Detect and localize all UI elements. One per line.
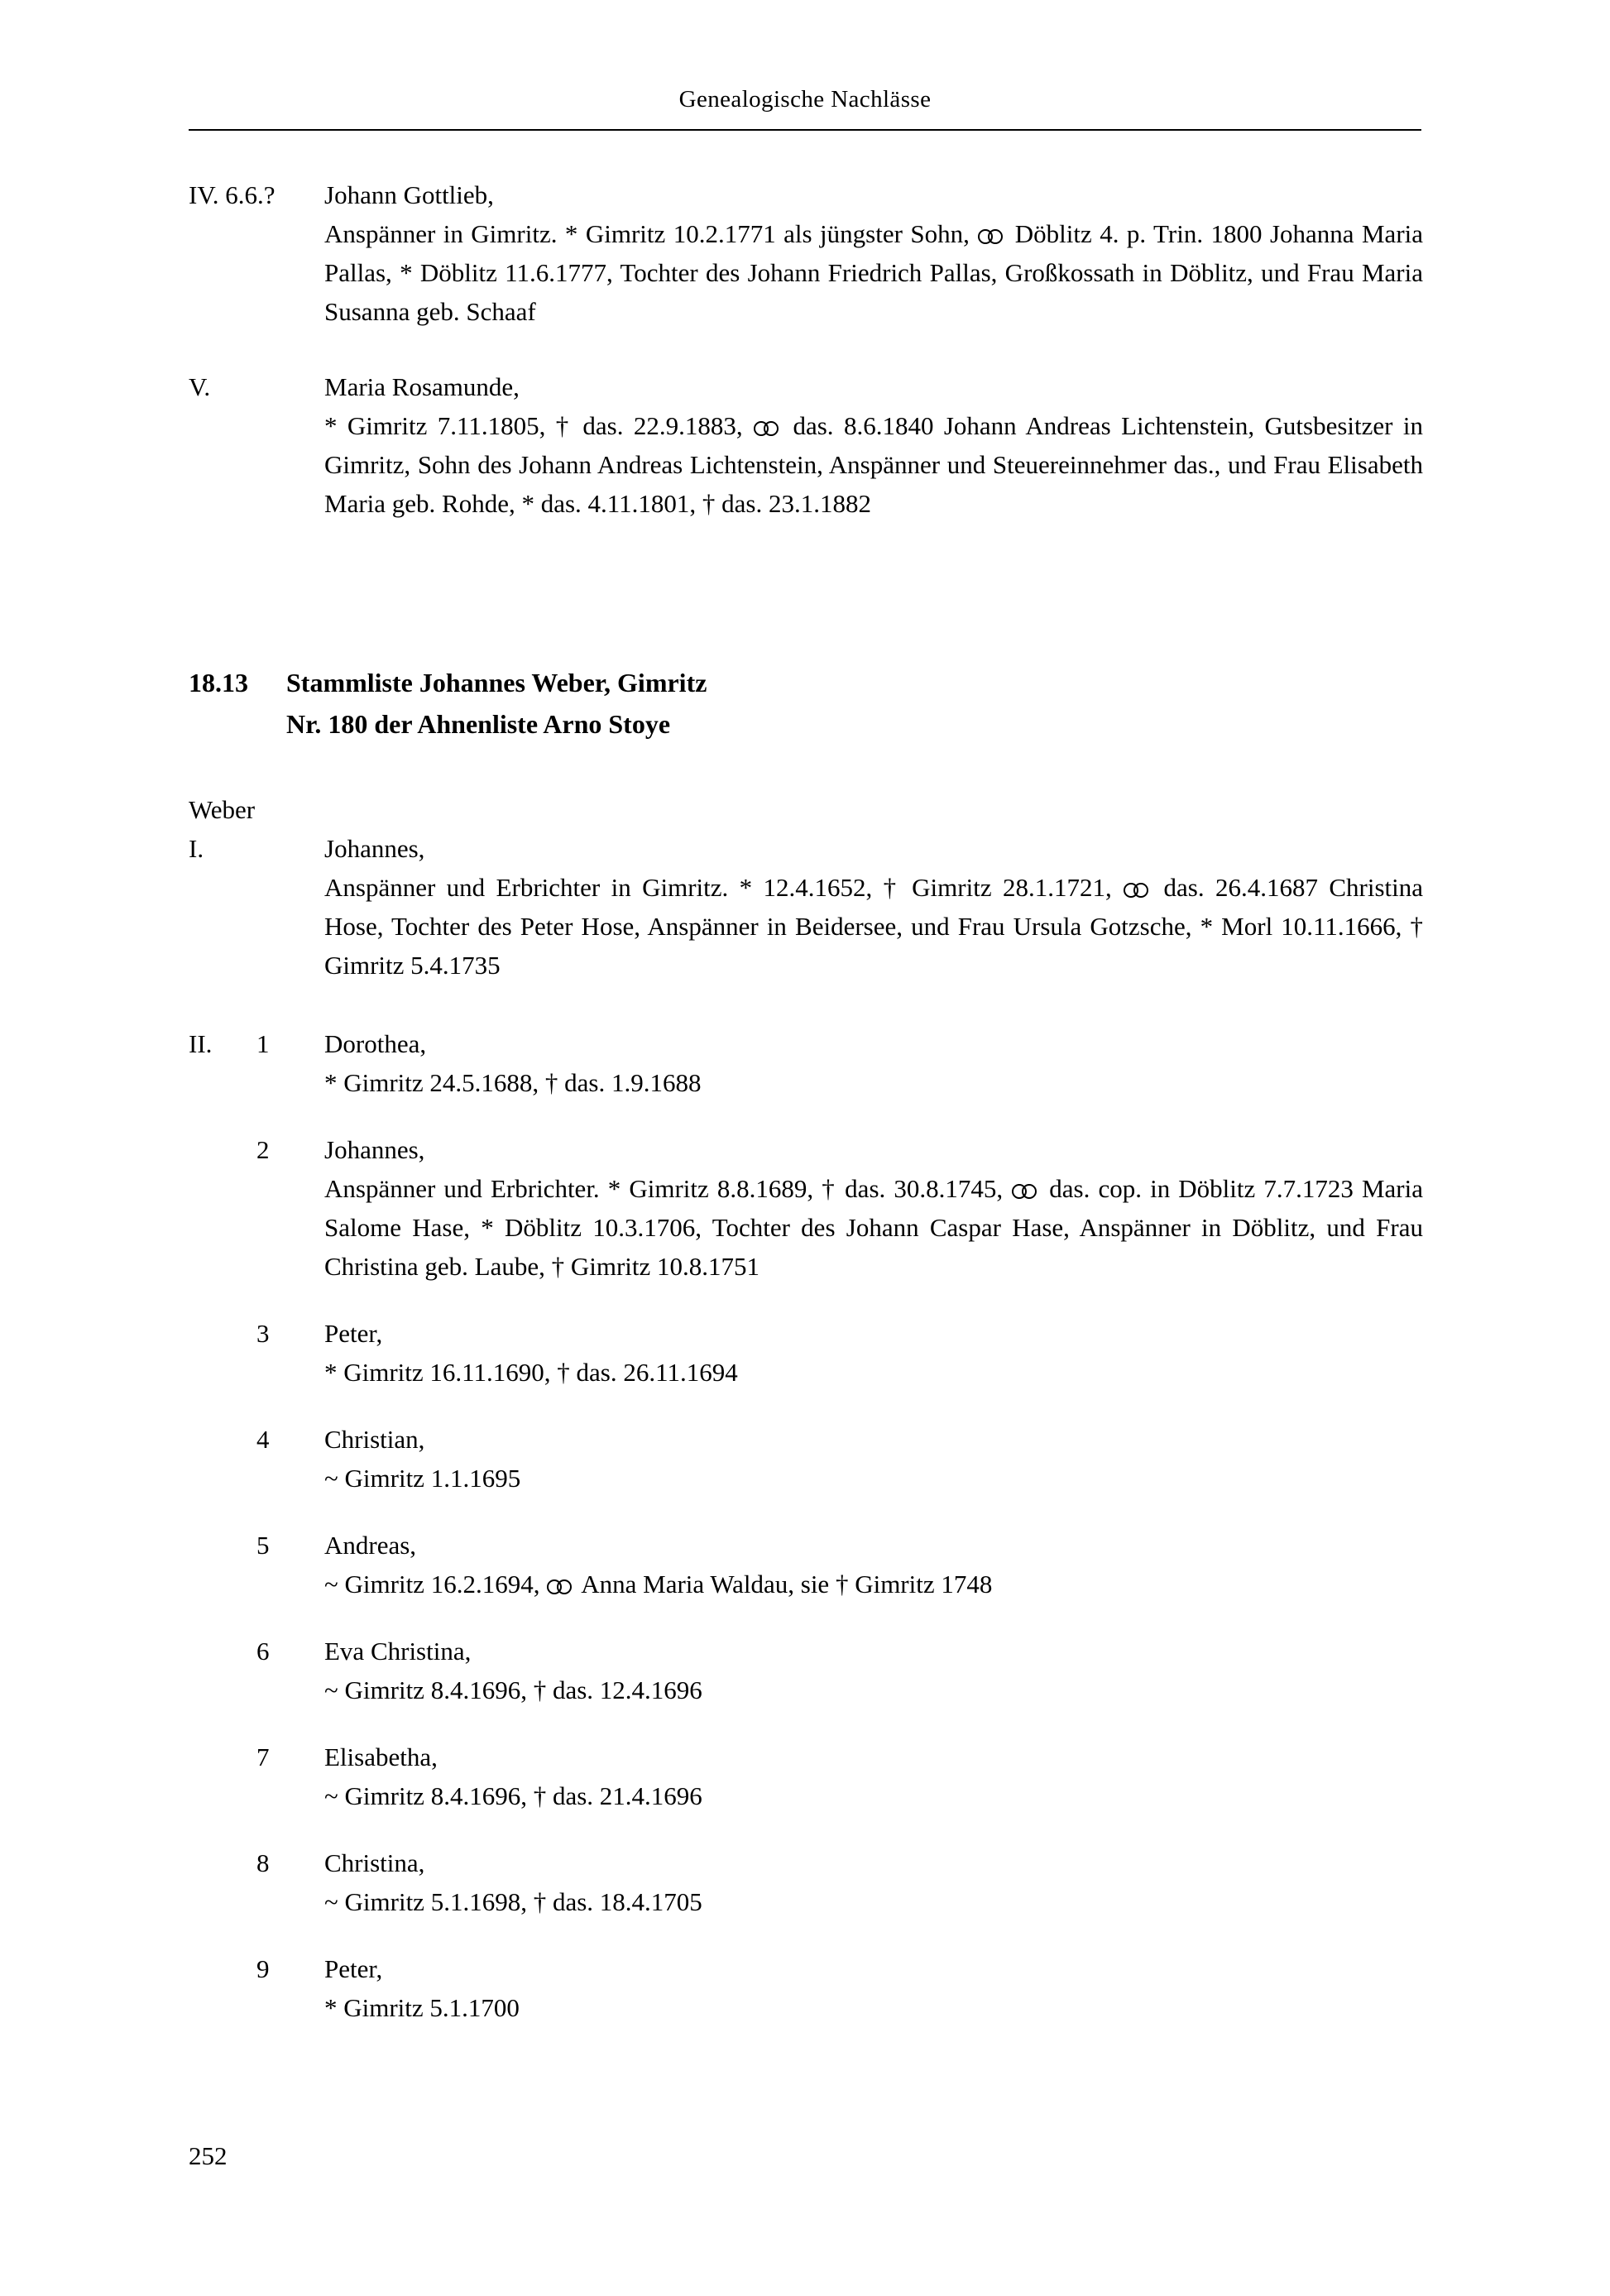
person-detail — [324, 214, 1423, 331]
person-detail — [324, 1565, 1423, 1603]
generation-label: V. — [189, 372, 211, 401]
child-number: 2 — [256, 1135, 270, 1164]
entry-text — [324, 367, 1423, 523]
detail-part-2: das. 8.6.1840 Johann Andreas Lichtenstein, Gutsbesitzer in Gimritz, Sohn des Johann Andreas Lichtenstein, Anspänner und Steuereinnehmer das., und Frau Elisabeth Maria geb. Rohde, * das. 4.11.1801, † das. 23.1.1882 — [324, 411, 1423, 518]
person-detail: ~ Gimritz 8.4.1696, † das. 12.4.1696 — [324, 1675, 702, 1704]
generation-II-block — [189, 1024, 1423, 2027]
detail-part-2: das. cop. in Döblitz 7.7.1723 Maria Salome Hase, * Döblitz 10.3.1706, Tochter des Johann Caspar Hase, Anspänner in Döblitz, und Frau Christina geb. Laube, † Gimritz 10.8.1751 — [324, 1174, 1423, 1281]
genealogy-entry — [189, 1949, 1423, 2027]
entry-text — [324, 1314, 1423, 1392]
person-name: Christina, — [324, 1848, 425, 1877]
person-name: Maria Rosamunde, — [324, 372, 520, 401]
genealogy-entry — [189, 1420, 1423, 1498]
section-heading — [189, 662, 1423, 745]
generation-label: I. — [189, 834, 204, 863]
detail-part-1: * Gimritz 7.11.1805, † das. 22.9.1883, — [324, 411, 754, 440]
detail-part-1: ~ Gimritz 16.2.1694, — [324, 1570, 547, 1599]
header-rule — [189, 129, 1421, 131]
genealogy-entry — [189, 1024, 1423, 1102]
genealogy-entry — [189, 367, 1423, 523]
person-name: Johannes, — [324, 1135, 425, 1164]
person-detail: * Gimritz 24.5.1688, † das. 1.9.1688 — [324, 1068, 702, 1097]
surname-label: Weber — [189, 795, 256, 824]
child-number: 3 — [256, 1319, 270, 1348]
person-detail: * Gimritz 5.1.1700 — [324, 1993, 520, 2022]
detail-part-1: Anspänner und Erbrichter in Gimritz. * 12.4.1652, † Gimritz 28.1.1721, — [324, 873, 1124, 902]
detail-part-2: Döblitz 4. p. Trin. 1800 Johanna Maria Pallas, * Döblitz 11.6.1777, Tochter des Johann Friedrich Pallas, Großkossath in Döblitz, und Frau Maria Susanna geb. Schaaf — [324, 219, 1424, 326]
person-detail — [324, 406, 1423, 523]
child-number: 1 — [256, 1029, 270, 1058]
entry-text — [324, 1024, 1423, 1102]
person-detail: ~ Gimritz 1.1.1695 — [324, 1464, 521, 1493]
genealogy-entry — [189, 829, 1423, 985]
generation-I-block — [189, 829, 1423, 985]
entry-text — [324, 1130, 1423, 1286]
child-number: 8 — [256, 1848, 270, 1877]
generation-label: II. — [189, 1029, 213, 1058]
entry-text — [324, 829, 1423, 985]
section-number: 18.13 — [189, 668, 248, 697]
person-detail — [324, 868, 1423, 985]
person-name: Andreas, — [324, 1531, 417, 1560]
child-number: 9 — [256, 1954, 270, 1983]
person-name: Johannes, — [324, 834, 425, 863]
person-name: Eva Christina, — [324, 1637, 472, 1666]
person-name: Elisabetha, — [324, 1742, 438, 1771]
child-number: 6 — [256, 1637, 270, 1666]
person-detail: ~ Gimritz 5.1.1698, † das. 18.4.1705 — [324, 1887, 702, 1916]
person-name: Peter, — [324, 1954, 383, 1983]
person-name: Dorothea, — [324, 1029, 427, 1058]
entry-text — [324, 1526, 1423, 1603]
person-name: Johann Gottlieb, — [324, 180, 494, 209]
marriage-icon — [1012, 1182, 1040, 1198]
detail-part-1: Anspänner und Erbrichter. * Gimritz 8.8.1689, † das. 30.8.1745, — [324, 1174, 1012, 1203]
entry-text — [324, 1420, 1423, 1498]
genealogy-entry — [189, 175, 1423, 331]
marriage-icon — [978, 227, 1006, 243]
person-name: Christian, — [324, 1425, 425, 1454]
person-name: Peter, — [324, 1319, 383, 1348]
person-detail: ~ Gimritz 8.4.1696, † das. 21.4.1696 — [324, 1781, 702, 1810]
child-number: 5 — [256, 1531, 270, 1560]
person-detail: * Gimritz 16.11.1690, † das. 26.11.1694 — [324, 1358, 738, 1387]
marriage-icon — [754, 419, 782, 435]
detail-part-2: das. 26.4.1687 Christina Hose, Tochter des Peter Hose, Anspänner in Beidersee, und Frau Ursula Gotzsche, * Morl 10.11.1666, † Gimritz 5.4.1735 — [324, 873, 1423, 980]
genealogy-entry — [189, 1526, 1423, 1603]
section-title-line2: Nr. 180 der Ahnenliste Arno Stoye — [286, 709, 671, 739]
section-title-line1: Stammliste Johannes Weber, Gimritz — [286, 668, 707, 697]
page-number: 252 — [189, 2141, 228, 2170]
entry-text — [324, 1949, 1423, 2027]
genealogy-entry — [189, 1130, 1423, 1286]
marriage-icon — [547, 1577, 575, 1594]
detail-part-1: Anspänner in Gimritz. * Gimritz 10.2.1771 als jüngster Sohn, — [324, 219, 978, 248]
running-header: Genealogische Nachlässe — [678, 86, 932, 113]
child-number: 7 — [256, 1742, 270, 1771]
genealogy-entry — [189, 1843, 1423, 1921]
child-number: 4 — [256, 1425, 270, 1454]
genealogy-entry — [189, 1738, 1423, 1815]
person-detail — [324, 1169, 1423, 1286]
genealogy-entry — [189, 1314, 1423, 1392]
continued-entries-block — [189, 175, 1423, 523]
detail-part-2: Anna Maria Waldau, sie † Gimritz 1748 — [576, 1570, 993, 1599]
entry-text — [324, 1843, 1423, 1921]
marriage-icon — [1124, 880, 1152, 897]
entry-text — [324, 175, 1423, 331]
genealogy-entry — [189, 1632, 1423, 1709]
generation-label: IV. 6.6.? — [189, 180, 276, 209]
entry-text — [324, 1632, 1423, 1709]
entry-text — [324, 1738, 1423, 1815]
